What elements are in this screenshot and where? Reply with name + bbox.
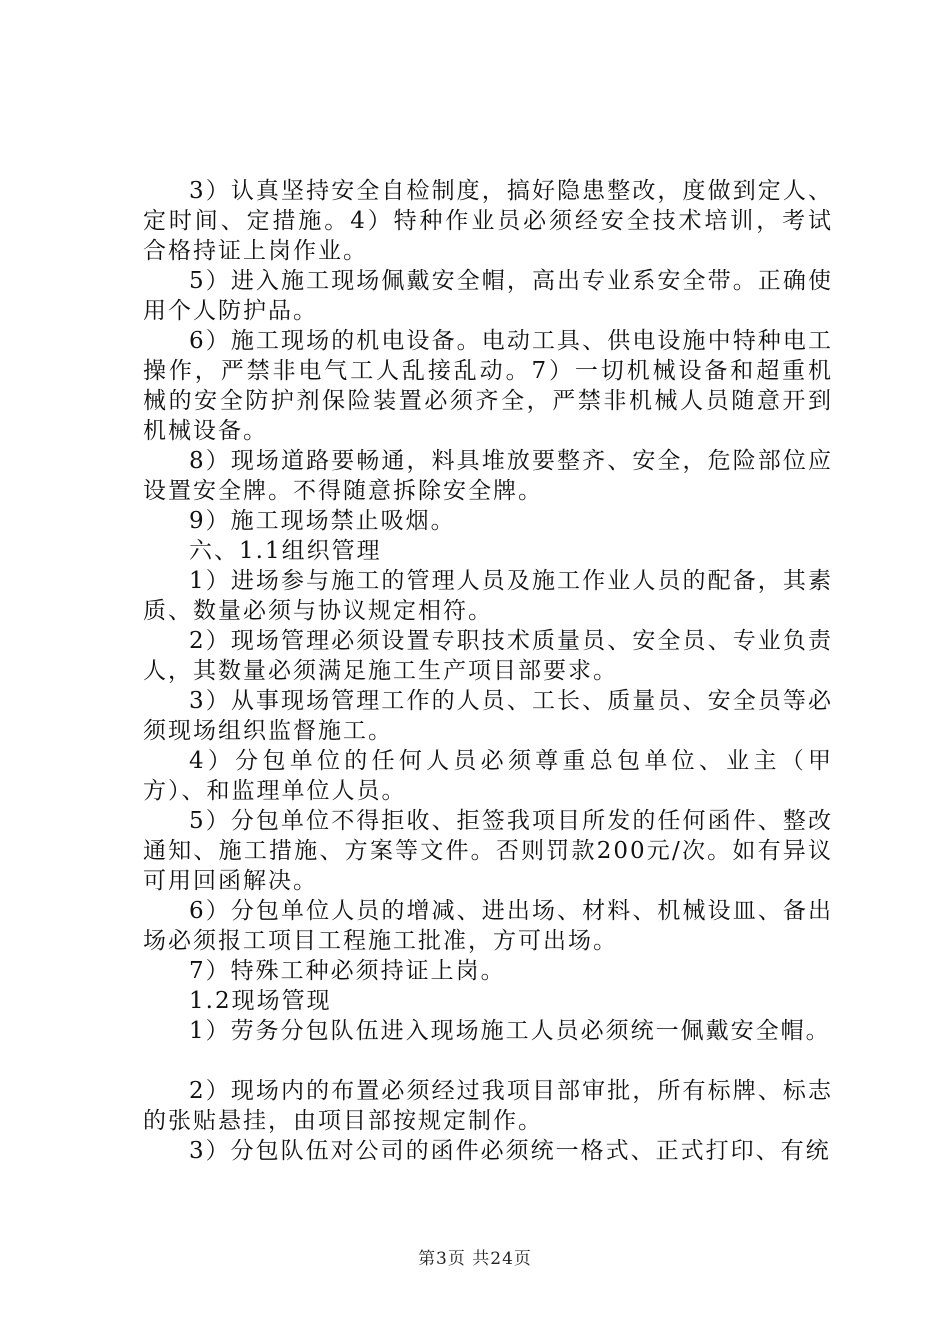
paragraph: 4）分包单位的任何人员必须尊重总包单位、业主（甲方）、和监理单位人员。: [143, 748, 833, 804]
page-number: 第3页 共24页: [418, 1249, 532, 1269]
paragraph: 9）施工现场禁止吸烟。: [189, 508, 456, 534]
paragraph: 2）现场内的布置必须经过我项目部审批，所有标牌、标志的张贴悬挂，由项目部按规定制作。: [143, 1078, 833, 1134]
paragraph: 5）分包单位不得拒收、拒签我项目所发的任何函件、整改通知、施工措施、方案等文件。否则罚款200元/次。如有异议可用回函解决。: [143, 808, 833, 894]
paragraph: 3）分包队伍对公司的函件必须统一格式、正式打印、有统: [189, 1138, 831, 1164]
paragraph: 2）现场管理必须设置专职技术质量员、安全员、专业负责人，其数量必须满足施工生产项目部要求。: [143, 628, 833, 684]
paragraph: 5）进入施工现场佩戴安全帽，高出专业系安全带。正确使用个人防护品。: [143, 268, 833, 324]
paragraph: 3）认真坚持安全自检制度，搞好隐患整改，度做到定人、定时间、定措施。4）特种作业员必须经安全技术培训，考试合格持证上岗作业。: [143, 178, 833, 264]
document-body: [143, 176, 833, 1166]
paragraph: 3）从事现场管理工作的人员、工长、质量员、安全员等必须现场组织监督施工。: [143, 688, 833, 744]
paragraph: 6）施工现场的机电设备。电动工具、供电设施中特种电工操作，严禁非电气工人乱接乱动。7）一切机械设备和超重机械的安全防护剂保险装置必须齐全，严禁非机械人员随意开到机械设备。: [143, 328, 833, 444]
paragraph: 1）劳务分包队伍进入现场施工人员必须统一佩戴安全帽。: [189, 1018, 831, 1044]
section-heading: 六、1.1组织管理: [189, 538, 382, 564]
section-heading: 1.2现场管现: [189, 988, 332, 1014]
paragraph: 1）进场参与施工的管理人员及施工作业人员的配备，其素质、数量必须与协议规定相符。: [143, 568, 833, 624]
paragraph: 8）现场道路要畅通，料具堆放要整齐、安全，危险部位应设置安全牌。不得随意拆除安全牌。: [143, 448, 833, 504]
paragraph: 7）特殊工种必须持证上岗。: [189, 958, 506, 984]
paragraph: 6）分包单位人员的增减、进出场、材料、机械设皿、备出场必须报工项目工程施工批准，方可出场。: [143, 898, 833, 954]
